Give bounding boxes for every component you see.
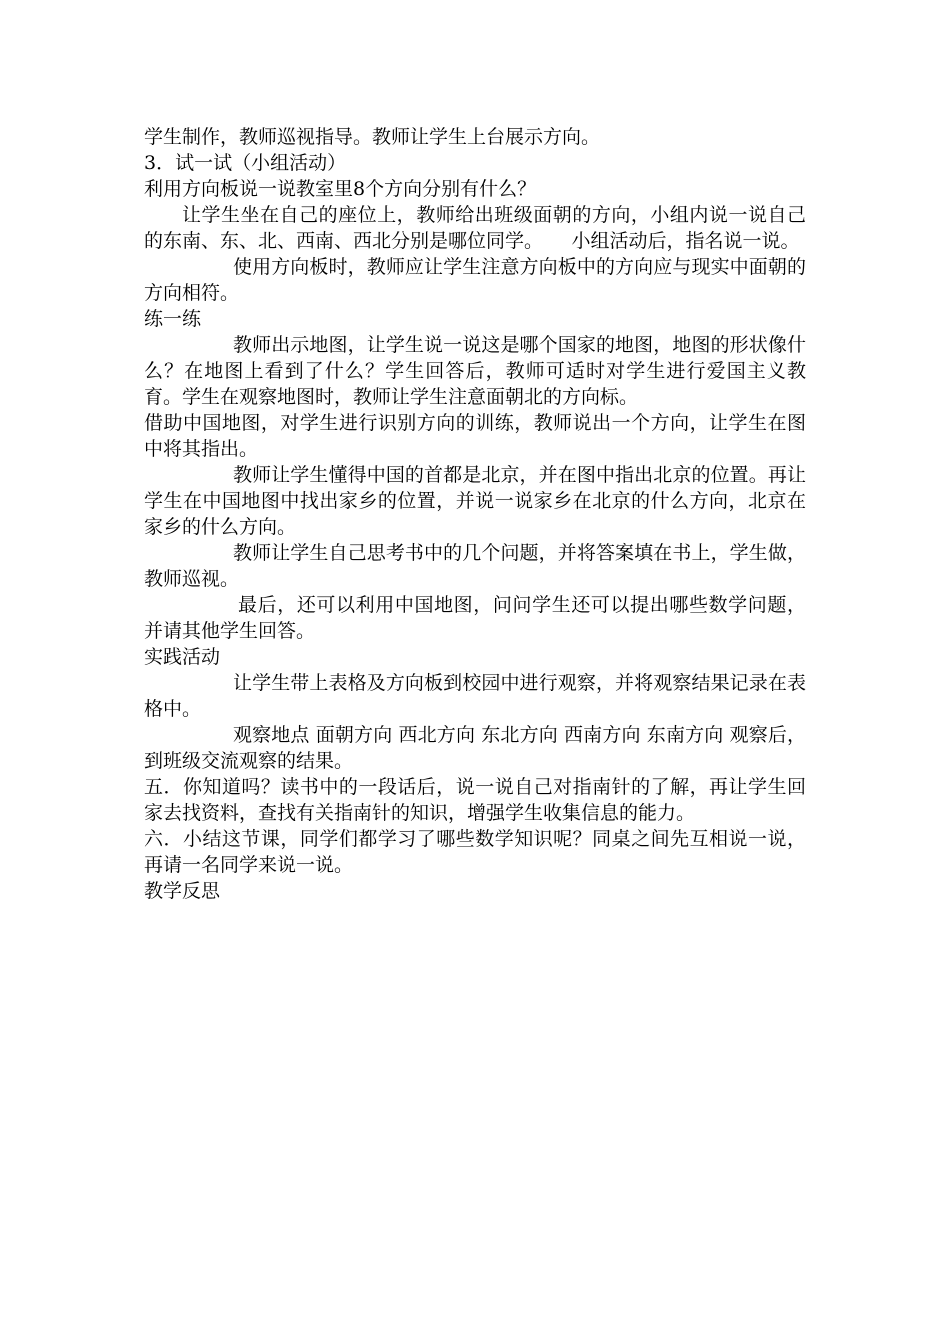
paragraph-direction-training: 借助中国地图，对学生进行识别方向的训练，教师说出一个方向，让学生在图中将其指出。 bbox=[144, 412, 806, 460]
paragraph-direction-board: 利用方向板说一说教室里8个方向分别有什么？ bbox=[144, 178, 537, 200]
paragraph-show-map: 教师出示地图，让学生说一说这是哪个国家的地图，地图的形状像什么？在地图上看到了什么？学生回答后，教师可适时对学生进行爱国主义教育。学生在观察地图时，教师让学生注意面朝北的方向标。 bbox=[144, 334, 806, 408]
heading-try-it: 3．试一试（小组活动） bbox=[144, 152, 347, 174]
paragraph-student-making: 学生制作，教师巡视指导。教师让学生上台展示方向。 bbox=[144, 126, 601, 148]
heading-practice: 练一练 bbox=[144, 308, 202, 330]
heading-practical-activity: 实践活动 bbox=[144, 646, 221, 668]
paragraph-more-questions: 最后，还可以利用中国地图，问问学生还可以提出哪些数学问题，并请其他学生回答。 bbox=[144, 594, 806, 642]
paragraph-campus-observation: 让学生带上表格及方向板到校园中进行观察，并将观察结果记录在表格中。 bbox=[144, 672, 806, 720]
paragraph-did-you-know: 五．你知道吗？读书中的一段话后，说一说自己对指南针的了解，再让学生回家去找资料，查找有关指南针的知识，增强学生收集信息的能力。 bbox=[144, 776, 806, 824]
paragraph-group-activity: 让学生坐在自己的座位上，教师给出班级面朝的方向，小组内说一说自己的东南、东、北、西南、西北分别是哪位同学。 小组活动后，指名说一说。 bbox=[144, 204, 806, 252]
paragraph-summary: 六．小结这节课，同学们都学习了哪些数学知识呢？同桌之间先互相说一说，再请一名同学来说一说。 bbox=[144, 828, 806, 876]
paragraph-observation-table: 观察地点 面朝方向 西北方向 东北方向 西南方向 东南方向 观察后，到班级交流观察的结果。 bbox=[144, 724, 806, 772]
paragraph-book-questions: 教师让学生自己思考书中的几个问题，并将答案填在书上，学生做，教师巡视。 bbox=[144, 542, 806, 590]
paragraph-board-usage-note: 使用方向板时，教师应让学生注意方向板中的方向应与现实中面朝的方向相符。 bbox=[144, 256, 806, 304]
document-page bbox=[144, 124, 806, 904]
paragraph-capital-beijing: 教师让学生懂得中国的首都是北京，并在图中指出北京的位置。再让学生在中国地图中找出家乡的位置，并说一说家乡在北京的什么方向，北京在家乡的什么方向。 bbox=[144, 464, 806, 538]
heading-teaching-reflection: 教学反思 bbox=[144, 880, 221, 902]
